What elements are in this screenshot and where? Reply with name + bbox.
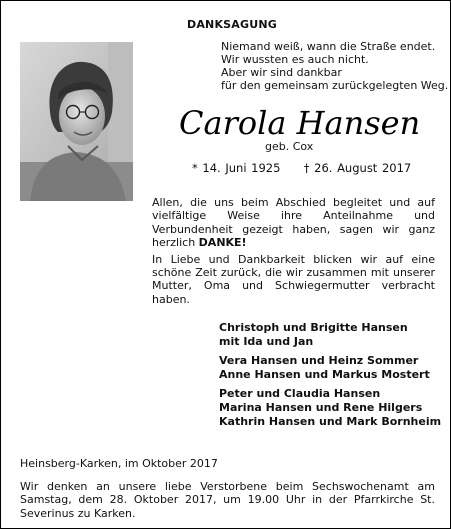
portrait-photo <box>20 42 133 201</box>
death-date: † 26. August 2017 <box>303 161 412 175</box>
memory-paragraph: In Liebe und Dankbarkeit blicken wir auf eine schöne Zeit zurück, die wir zusammen mit unserer Mutter, Oma und Schwiegermutter verbracht haben. <box>152 252 435 306</box>
poem-line: Wir wussten es auch nicht. <box>221 53 369 66</box>
family-line: Christoph und Brigitte Hansen <box>219 321 408 334</box>
family-line: mit Ida und Jan <box>219 335 314 348</box>
portrait-image <box>20 42 133 201</box>
poem <box>221 40 448 92</box>
thanks-paragraph <box>152 196 435 250</box>
thanks-sentence: Allen, die uns beim Abschied begleitet und auf vielfältige Weise ihre Anteilnahme und Verbundenheit gezeigt haben, sagen wir ganz herzlich <box>152 196 435 250</box>
family-group <box>219 387 441 429</box>
family-line: Anne Hansen und Markus Mostert <box>219 368 430 381</box>
thanks-text <box>152 196 435 306</box>
deceased-name: Carola Hansen <box>179 104 421 142</box>
family-line: Vera Hansen und Heinz Sommer <box>219 354 419 367</box>
family-line: Marina Hansen und Rene Hilgers <box>219 401 423 414</box>
notice-heading: DANKSAGUNG <box>187 18 278 31</box>
thanks-emphasis: DANKE! <box>198 236 247 250</box>
place-date: Heinsberg-Karken, im Oktober 2017 <box>20 457 218 470</box>
family-group <box>219 354 441 382</box>
family-line: Peter und Claudia Hansen <box>219 387 381 400</box>
life-dates <box>192 161 411 175</box>
family-signatures <box>219 321 441 434</box>
birth-date: * 14. Juni 1925 <box>192 161 281 175</box>
family-group <box>219 321 441 349</box>
poem-line: für den gemeinsam zurückgelegten Weg. <box>221 79 449 92</box>
family-line: Kathrin Hansen und Mark Bornheim <box>219 415 442 428</box>
service-notice: Wir denken an unsere liebe Verstorbene beim Sechswochenamt am Samstag, dem 28. Oktober 2017, um 19.00 Uhr in der Pfarrkirche St. Severinus zu Karken. <box>20 480 435 520</box>
poem-line: Aber wir sind dankbar <box>221 66 342 79</box>
poem-line: Niemand weiß, wann die Straße endet. <box>221 40 436 53</box>
maiden-name: geb. Cox <box>265 140 314 153</box>
